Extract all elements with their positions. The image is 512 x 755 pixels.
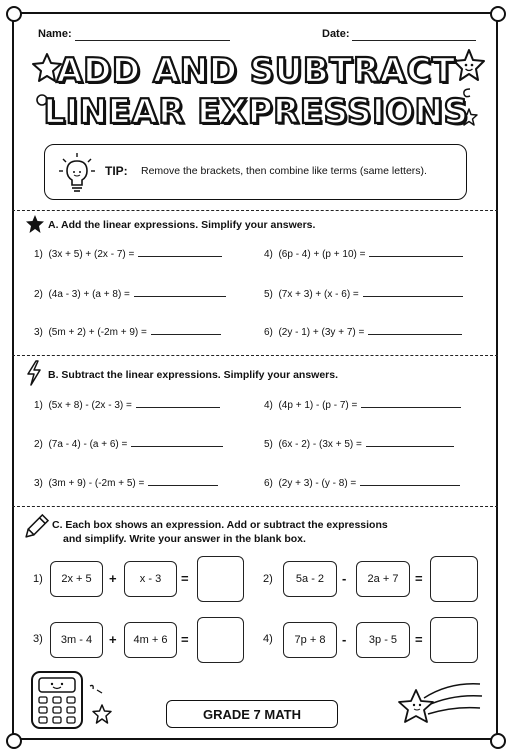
- problem-b-3: [34, 477, 218, 489]
- section-divider: [12, 210, 498, 211]
- problem-number: 1): [34, 249, 43, 260]
- operator: +: [109, 571, 117, 586]
- problem-expression: (7a - 4) - (a + 6) =: [48, 439, 128, 450]
- equals-sign: =: [181, 632, 189, 647]
- problem-number: 6): [264, 478, 273, 489]
- problem-number: 4): [264, 249, 273, 260]
- problem-expression: (4a - 3) + (a + 8) =: [48, 289, 130, 300]
- problem-number: 2): [263, 573, 273, 585]
- operator: +: [109, 632, 117, 647]
- tip-text: Remove the brackets, then combine like terms (same letters).: [141, 165, 427, 177]
- problem-expression: (4p + 1) - (p - 7) =: [278, 400, 358, 411]
- problem-a-2: [34, 288, 226, 300]
- answer-line[interactable]: [134, 288, 226, 297]
- problem-b-6: [264, 477, 460, 489]
- expression-box: 2x + 5: [50, 561, 103, 597]
- problem-number: 2): [34, 439, 43, 450]
- problem-expression: (5m + 2) + (-2m + 9) =: [48, 327, 147, 338]
- answer-box[interactable]: [430, 617, 478, 663]
- answer-box[interactable]: [197, 556, 244, 602]
- problem-number: 1): [33, 573, 43, 585]
- problem-a-3: [34, 326, 221, 338]
- section-b-title: B. Subtract the linear expressions. Simplify your answers.: [48, 369, 339, 381]
- answer-line[interactable]: [131, 438, 223, 447]
- answer-line[interactable]: [151, 326, 221, 335]
- date-field[interactable]: [352, 40, 476, 41]
- problem-number: 3): [34, 478, 43, 489]
- answer-box[interactable]: [197, 617, 244, 663]
- corner-decoration-icon: [4, 4, 24, 24]
- expression-box: 7p + 8: [283, 622, 337, 658]
- problem-number: 5): [264, 439, 273, 450]
- section-divider: [12, 506, 498, 507]
- problem-expression: (3x + 5) + (2x - 7) =: [48, 249, 135, 260]
- section-c-title-line-2: and simplify. Write your answer in the blank box.: [63, 533, 306, 545]
- problem-number: 1): [34, 400, 43, 411]
- problem-a-5: [264, 288, 463, 300]
- lightbulb-icon: [57, 151, 97, 195]
- problem-b-1: [34, 399, 220, 411]
- corner-decoration-icon: [488, 4, 508, 24]
- operator: -: [342, 571, 347, 586]
- equals-sign: =: [415, 632, 423, 647]
- tip-label: TIP:: [105, 164, 128, 178]
- expression-box: x - 3: [124, 561, 177, 597]
- corner-decoration-icon: [488, 731, 508, 751]
- section-divider: [12, 355, 498, 356]
- problem-number: 6): [264, 327, 273, 338]
- small-star-icon: [92, 704, 112, 724]
- star-icon: [25, 214, 45, 234]
- problem-a-6: [264, 326, 462, 338]
- expression-box: 5a - 2: [283, 561, 337, 597]
- expression-box: 3p - 5: [356, 622, 410, 658]
- page-title-line-2: LINEAR EXPRESSIONS: [43, 92, 469, 132]
- problem-b-4: [264, 399, 461, 411]
- problem-a-1: [34, 248, 222, 260]
- problem-a-4: [264, 248, 463, 260]
- answer-line[interactable]: [361, 399, 461, 408]
- tip-box: [44, 144, 467, 200]
- answer-line[interactable]: [136, 399, 220, 408]
- calculator-icon: [28, 668, 86, 732]
- problem-expression: (3m + 9) - (-2m + 5) =: [48, 478, 145, 489]
- problem-expression: (2y - 1) + (3y + 7) =: [278, 327, 365, 338]
- date-label: Date:: [322, 28, 350, 40]
- problem-expression: (5x + 8) - (2x - 3) =: [48, 400, 132, 411]
- answer-line[interactable]: [366, 438, 454, 447]
- expression-box: 2a + 7: [356, 561, 410, 597]
- corner-decoration-icon: [4, 731, 24, 751]
- answer-line[interactable]: [363, 288, 463, 297]
- answer-line[interactable]: [369, 248, 463, 257]
- answer-line[interactable]: [368, 326, 462, 335]
- page-title-line-1: ADD AND SUBTRACT: [56, 51, 456, 91]
- equals-sign: =: [181, 571, 189, 586]
- grade-badge: GRADE 7 MATH: [166, 700, 338, 728]
- sparkle-icon: [88, 682, 104, 696]
- lightning-icon: [25, 360, 43, 386]
- problem-number: 2): [34, 289, 43, 300]
- problem-expression: (2y + 3) - (y - 8) =: [278, 478, 357, 489]
- problem-b-2: [34, 438, 223, 450]
- equals-sign: =: [415, 571, 423, 586]
- expression-box: 4m + 6: [124, 622, 177, 658]
- problem-number: 4): [264, 400, 273, 411]
- section-a-title: A. Add the linear expressions. Simplify your answers.: [48, 219, 316, 231]
- expression-box: 3m - 4: [50, 622, 103, 658]
- problem-b-5: [264, 438, 454, 450]
- pencil-icon: [22, 512, 50, 542]
- answer-line[interactable]: [360, 477, 460, 486]
- problem-number: 3): [34, 327, 43, 338]
- answer-line[interactable]: [148, 477, 218, 486]
- problem-expression: (6x - 2) - (3x + 5) =: [278, 439, 362, 450]
- answer-line[interactable]: [138, 248, 222, 257]
- name-field[interactable]: [75, 40, 230, 41]
- problem-expression: (6p - 4) + (p + 10) =: [278, 249, 366, 260]
- section-c-title-line-1: C. Each box shows an expression. Add or subtract the expressions: [52, 519, 388, 531]
- name-label: Name:: [38, 28, 72, 40]
- problem-number: 3): [33, 633, 43, 645]
- operator: -: [342, 632, 347, 647]
- problem-number: 4): [263, 633, 273, 645]
- problem-expression: (7x + 3) + (x - 6) =: [278, 289, 359, 300]
- problem-number: 5): [264, 289, 273, 300]
- answer-box[interactable]: [430, 556, 478, 602]
- shooting-star-icon: [394, 676, 486, 730]
